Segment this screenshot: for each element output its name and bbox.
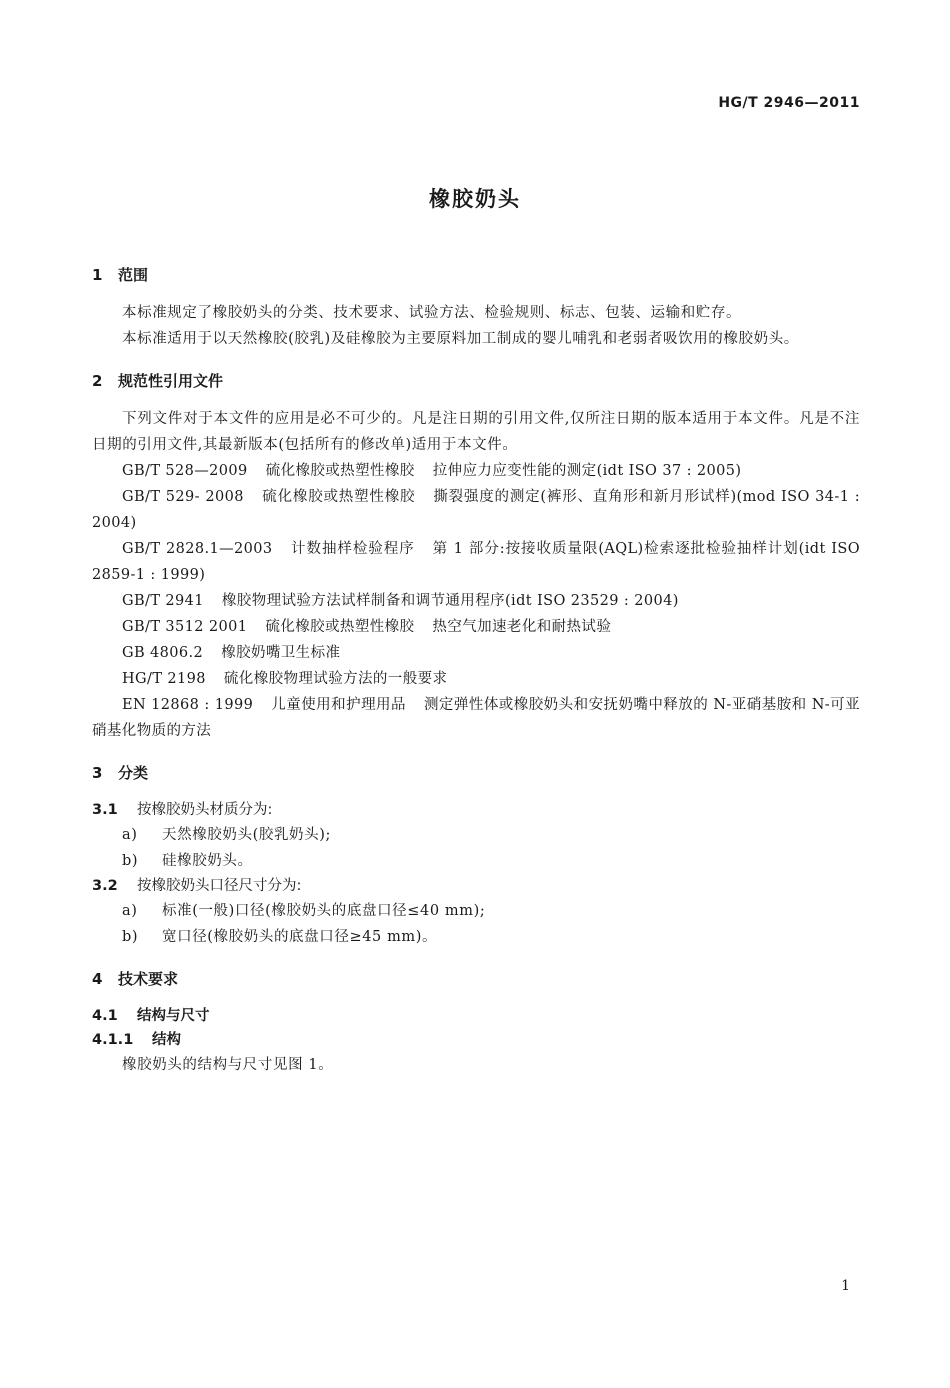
- list-item: a) 天然橡胶奶头(胶乳奶头);: [122, 827, 331, 843]
- reference-item: GB/T 529- 2008 硫化橡胶或热塑性橡胶 撕裂强度的测定(裤形、直角形和新月形试样)(mod ISO 34-1 : 2004): [92, 489, 861, 531]
- section-3-heading: [92, 760, 860, 786]
- list-item: a) 标准(一般)口径(橡胶奶头的底盘口径≤40 mm);: [122, 903, 486, 919]
- section-number: 3: [92, 764, 103, 782]
- section-number: 1: [92, 266, 103, 284]
- paragraph: 橡胶奶头的结构与尺寸见图 1。: [122, 1057, 334, 1073]
- subsection-title: 按橡胶奶头材质分为:: [137, 802, 273, 818]
- page-number: 1: [841, 1278, 850, 1294]
- reference-item: EN 12868 : 1999 儿童使用和护理用品 测定弹性体或橡胶奶头和安抚奶嘴中释放的 N-亚硝基胺和 N-可亚硝基化物质的方法: [92, 697, 861, 739]
- paragraph: 下列文件对于本文件的应用是必不可少的。凡是注日期的引用文件,仅所注日期的版本适用于本文件。凡是不注日期的引用文件,其最新版本(包括所有的修改单)适用于本文件。: [92, 411, 860, 453]
- section-title: 技术要求: [118, 970, 179, 988]
- section-title: 分类: [118, 764, 149, 782]
- section-title: 规范性引用文件: [118, 372, 224, 390]
- section-4-heading: [92, 966, 860, 992]
- reference-item: GB/T 2941 橡胶物理试验方法试样制备和调节通用程序(idt ISO 23529 : 2004): [122, 593, 679, 609]
- subsection-number: 4.1.1: [92, 1032, 134, 1048]
- document-title: 橡胶奶头: [429, 187, 521, 211]
- reference-item: GB/T 528—2009 硫化橡胶或热塑性橡胶 拉伸应力应变性能的测定(idt ISO 37 : 2005): [122, 463, 742, 479]
- subsection-3-2-heading: [92, 874, 860, 898]
- document-body: [92, 262, 860, 1078]
- section-1-heading: [92, 262, 860, 288]
- standard-code: HG/T 2946—2011: [718, 95, 860, 111]
- subsection-number: 4.1: [92, 1008, 118, 1024]
- list-item: b) 宽口径(橡胶奶头的底盘口径≥45 mm)。: [122, 929, 438, 945]
- section-title: 范围: [118, 266, 149, 284]
- paragraph: 本标准规定了橡胶奶头的分类、技术要求、试验方法、检验规则、标志、包装、运输和贮存。: [122, 305, 742, 321]
- subsection-title: 结构: [152, 1032, 181, 1048]
- subsection-4-1-1-heading: [92, 1028, 860, 1052]
- paragraph: 本标准适用于以天然橡胶(胶乳)及硅橡胶为主要原料加工制成的婴儿哺乳和老弱者吸饮用的橡胶奶头。: [122, 331, 799, 347]
- list-item: b) 硅橡胶奶头。: [122, 853, 253, 869]
- subsection-4-1-heading: [92, 1004, 860, 1028]
- subsection-number: 3.1: [92, 802, 118, 818]
- section-2-heading: [92, 368, 860, 394]
- subsection-3-1-heading: [92, 798, 860, 822]
- subsection-title: 结构与尺寸: [137, 1008, 210, 1024]
- section-number: 4: [92, 970, 103, 988]
- reference-item: GB 4806.2 橡胶奶嘴卫生标准: [122, 645, 341, 661]
- reference-item: GB/T 2828.1—2003 计数抽样检验程序 第 1 部分:按接收质量限(AQL)检索逐批检验抽样计划(idt ISO 2859-1 : 1999): [92, 541, 860, 583]
- reference-item: HG/T 2198 硫化橡胶物理试验方法的一般要求: [122, 671, 448, 687]
- section-number: 2: [92, 372, 103, 390]
- reference-item: GB/T 3512 2001 硫化橡胶或热塑性橡胶 热空气加速老化和耐热试验: [122, 619, 612, 635]
- subsection-title: 按橡胶奶头口径尺寸分为:: [137, 878, 302, 894]
- subsection-number: 3.2: [92, 878, 118, 894]
